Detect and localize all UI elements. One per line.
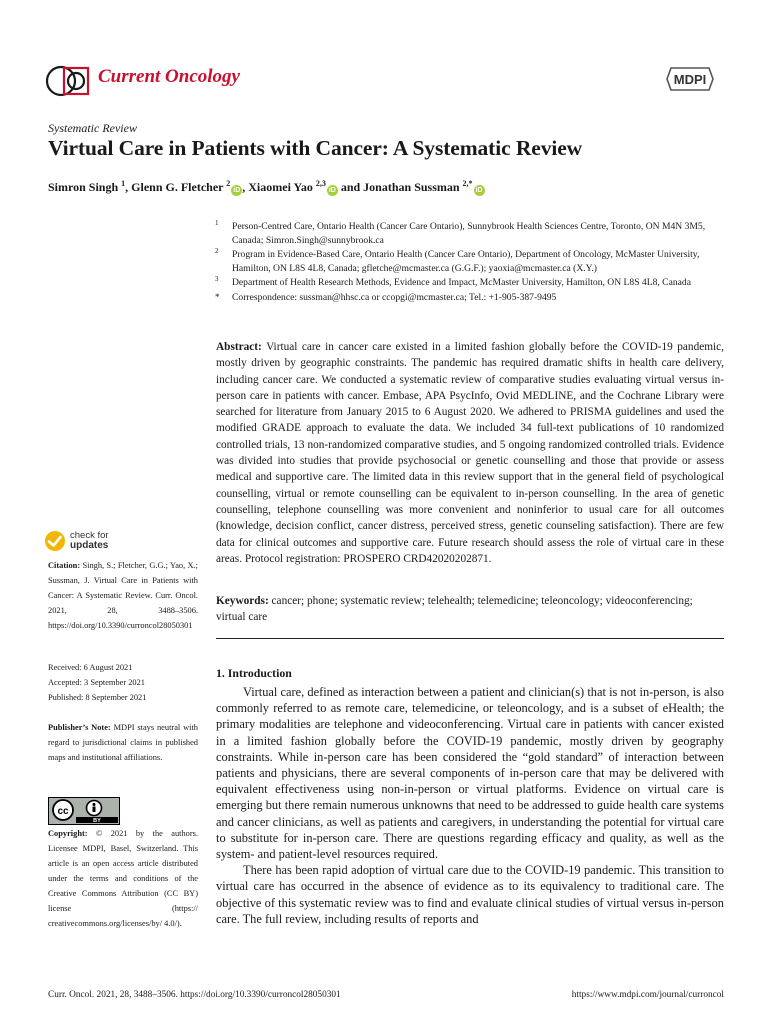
- author-affiliation-sup: 2,*: [462, 179, 473, 188]
- cc-by-license-icon[interactable]: [48, 797, 120, 825]
- article-type: Systematic Review: [48, 121, 137, 135]
- affiliation-item: [215, 276, 725, 290]
- orcid-icon[interactable]: iD: [475, 187, 483, 194]
- footer-journal-url[interactable]: https://www.mdpi.com/journal/curroncol: [571, 990, 724, 1000]
- abstract-text: Virtual care in cancer care existed in a limited fashion globally before the COVID-19 pandemic, mostly driven by geographic constraints. The pandemic has required dramatic shifts in health care delivery, including cancer care. We conducted a systematic review of comparative studies evaluating virtual versus in-person care in patients with cancer. Embase, APA PsycInfo, Ovid MEDLINE, and the Cochrane Library were searched for literature from January 2015 to 6 August 2020. We adhered to PRISMA guidelines and used the modified GRADE approach to evaluate the data. We included 34 full-text publications of 10 randomized controlled trials, 13 non-randomized comparative studies, and 5 ongoing randomized controlled trials. Evidence was divided into studies that provide psychosocial or genetic counselling and those that provide or assess medical and supportive care. The limited data in this review support that in the general field of psychological counselling, virtual or remote counselling can be equivalent to in-person counselling. In the area of genetic counselling, telephone counselling was more convenient and noninferior to usual care for all outcomes (knowledge, decision conflict, cancer distress, perceived stress, genetic counseling satisfaction). There are few data for clinical outcomes and supportive care. Future research should assess the role of virtual care in these areas. Protocol registration: PROSPERO CRD42020202871.: [216, 341, 724, 565]
- section-divider: [216, 638, 724, 639]
- svg-text:cc: cc: [57, 806, 69, 817]
- affiliation-number: 2: [215, 247, 219, 255]
- check-for-updates-label: check for: [70, 530, 109, 541]
- publication-dates: [48, 660, 198, 705]
- introduction-body: [216, 684, 724, 927]
- affiliation-text: Person-Centred Care, Ontario Health (Cancer Care Ontario), Sunnybrook Health Sciences Centre, Toronto, ON M4N 3M5, Canada; Simron.Singh@sunnybrook.ca: [232, 221, 706, 246]
- orcid-icon[interactable]: iD: [233, 187, 241, 194]
- author-list: Simron Singh $^1$, Glenn G. Fletcher $^2$iD , Xiaomei Yao $^{2,3}$iD and Jonathan Sussman $^{2,*}$iD: [48, 179, 483, 194]
- svg-text:MDPI: MDPI: [673, 72, 707, 87]
- keywords-text: cancer; phone; systematic review; telehealth; telemedicine; teleoncology; videoconferencing; virtual care: [216, 595, 693, 624]
- copyright-block: [48, 826, 198, 931]
- correspondence-mark: *: [215, 291, 220, 302]
- author-name: Jonathan Sussman: [363, 180, 460, 194]
- affiliations: [215, 220, 725, 305]
- keywords: [216, 593, 724, 626]
- copyright-label: Copyright:: [48, 829, 88, 838]
- section-heading: 1. Introduction: [216, 666, 292, 680]
- citation-label: Citation:: [48, 561, 81, 570]
- affiliation-number: 1: [215, 219, 219, 227]
- affiliation-text: Program in Evidence-Based Care, Ontario Health (Cancer Care Ontario), Department of Oncology, McMaster University, Hamilton, ON L8S 4L8, Canada; gfletche@mcmaster.ca (G.G.F.); yaoxia@mcmaster.ca (X.Y.): [232, 249, 700, 274]
- paper-title: Virtual Care in Patients with Cancer: A Systematic Review: [48, 136, 583, 160]
- published-date: Published: 8 September 2021: [48, 693, 147, 702]
- mdpi-logo-icon: [665, 64, 715, 94]
- author-affiliation-sup: 2: [226, 179, 231, 188]
- cc-badge-text: BY: [93, 818, 101, 825]
- received-date: Received: 6 August 2021: [48, 663, 133, 672]
- affiliation-item: [215, 248, 725, 275]
- accepted-date: Accepted: 3 September 2021: [48, 678, 145, 687]
- author-name: Simron Singh: [48, 180, 119, 194]
- citation-text: Singh, S.; Fletcher, G.G.; Yao, X.; Sussman, J. Virtual Care in Patients with Cancer: A Systematic Review. Curr. Oncol. 2021, 28, 3488–3506. https://doi.org/10.3390/curroncol28050301: [48, 561, 198, 630]
- author-affiliation-sup: 1: [121, 179, 126, 188]
- footer-citation: Curr. Oncol. 2021, 28, 3488–3506. https://doi.org/10.3390/curroncol28050301: [48, 990, 341, 1000]
- citation-block: [48, 558, 198, 633]
- affiliation-item: [215, 291, 725, 305]
- affiliation-text: Department of Health Research Methods, Evidence and Impact, McMaster University, Hamilton, ON L8S 4L8, Canada: [232, 277, 691, 288]
- publisher-note-text: MDPI stays neutral with regard to jurisdictional claims in published maps and institutional affiliations.: [48, 723, 198, 762]
- orcid-icon[interactable]: iD: [328, 187, 336, 194]
- abstract: [216, 339, 724, 567]
- check-for-updates-icon: [44, 530, 66, 552]
- check-for-updates-label-bold: updates: [70, 540, 109, 551]
- author-name: Xiaomei Yao: [248, 180, 313, 194]
- affiliation-item: [215, 220, 725, 247]
- publisher-note-label: Publisher’s Note:: [48, 723, 111, 732]
- correspondence-text: Correspondence: sussman@hhsc.ca or ccopgi@mcmaster.ca; Tel.: +1-905-387-9495: [232, 291, 557, 303]
- author-name: Glenn G. Fletcher: [131, 180, 224, 194]
- journal-name: Current Oncology: [98, 66, 240, 87]
- abstract-label: Abstract:: [216, 341, 262, 353]
- journal-logo-icon: [44, 63, 92, 99]
- keywords-label: Keywords:: [216, 595, 269, 607]
- paragraph: Virtual care, defined as interaction between a patient and clinician(s) that is not in-person, is also commonly referred to as remote care, telemedicine, or teleoncology, and is a subset of eHealth; the primary modalities are telephone and videoconferencing. Virtual care in patients with cancer existed in a limited fashion globally before the COVID-19 pandemic, mostly driven by geography constraints. While in-person care has been considered the “gold standard” of interaction between patients and physicians, there are several components of in-person care that may be delivered with equivalent effectiveness using non-in-person or virtual platforms. Evidence on virtual care is emerging but there remain numerous unknowns that need to be addressed to guide health care systems and cancer clinicians, as well as patients and caregivers, in understanding the potential for virtual care to substitute for in-person care. There are questions regarding efficacy and quality, as well as the system- and patient-level resources required.: [216, 685, 724, 862]
- affiliation-number: 3: [215, 275, 219, 283]
- paragraph: There has been rapid adoption of virtual care due to the COVID-19 pandemic. This transition to virtual care has occurred in the absence of evidence as to its equivalency to traditional care. The objective of this systematic review was to find and evaluate clinical studies of virtual versus in-person care. The full review, including results of reports and: [216, 863, 724, 926]
- check-for-updates-button[interactable]: [44, 530, 109, 552]
- author-affiliation-sup: 2,3: [315, 179, 326, 188]
- publisher-note: [48, 720, 198, 765]
- copyright-text: © 2021 by the authors. Licensee MDPI, Basel, Switzerland. This article is an open access article distributed under the terms and conditions of the Creative Commons Attribution (CC BY) license (https:// creativecommons.org/licenses/by/ 4.0/).: [48, 829, 199, 928]
